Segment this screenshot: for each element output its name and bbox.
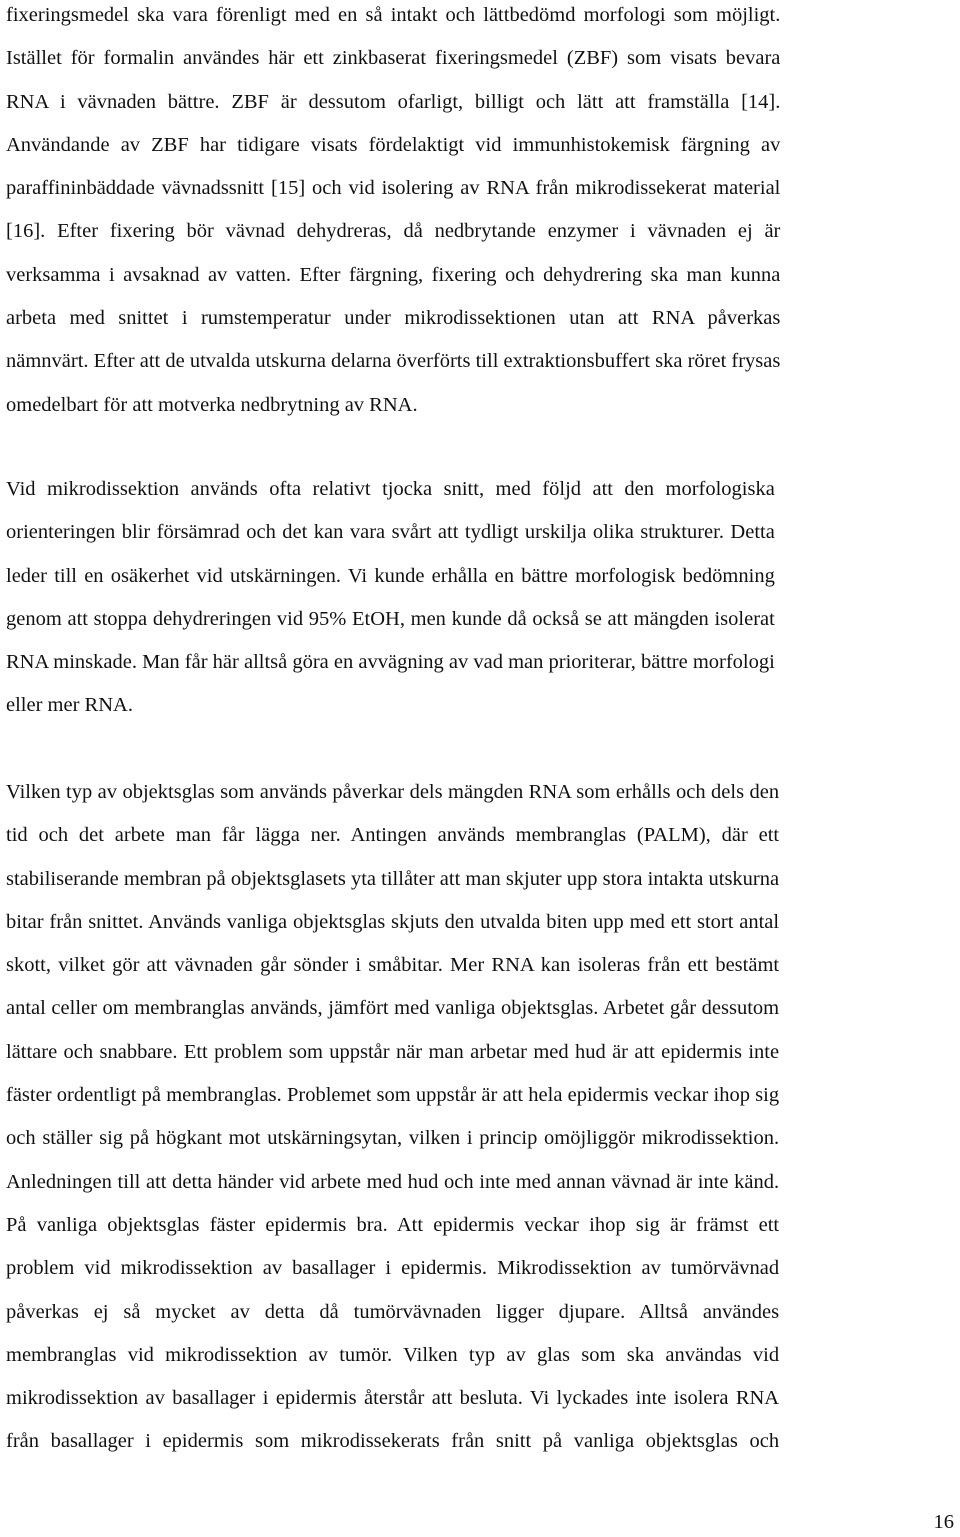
- text-line: Vid mikrodissektion används ofta relativt tjocka snitt, med följd att den morfologiska: [6, 478, 775, 500]
- paragraph-microdissection: [6, 468, 775, 728]
- text-line: antal celler om membranglas används, jämfört med vanliga objektsglas. Arbetet går dessutom: [6, 997, 780, 1020]
- text-line: lättare och snabbare. Ett problem som uppstår när man arbetar med hud är att epidermis inte: [6, 1040, 780, 1063]
- text-line: från basallager i epidermis som mikrodissekerats från snitt på vanliga objektsglas och: [6, 1430, 780, 1453]
- text-line: och ställer sig på högkant mot utskärningsytan, vilken i princip omöjliggör mikrodissektion.: [6, 1127, 780, 1150]
- text-line: [16]. Efter fixering bör vävnad dehydreras, då nedbrytande enzymer i vävnaden ej är: [6, 220, 781, 243]
- text-line: genom att stoppa dehydreringen vid 95% EtOH, men kunde då också se att mängden isolerat: [6, 607, 775, 630]
- text-line: Istället för formalin användes här ett zinkbaserat fixeringsmedel (ZBF) som visats bevara: [6, 47, 781, 70]
- paragraph-fixation: [6, 0, 780, 427]
- text-line: leder till en osäkerhet vid utskärningen. Vi kunde erhålla en bättre morfologisk bedömning: [6, 564, 775, 587]
- text-line: Anledningen till att detta händer vid arbete med hud och inte med annan vävnad är inte känd.: [6, 1170, 780, 1193]
- text-line: arbeta med snittet i rumstemperatur under mikrodissektionen utan att RNA påverkas: [6, 307, 781, 330]
- text-line: fäster ordentligt på membranglas. Problemet som uppstår är att hela epidermis veckar ihop sig: [6, 1084, 780, 1107]
- paragraph-slides: [6, 771, 779, 1464]
- text-line: mikrodissektion av basallager i epidermis återstår att besluta. Vi lyckades inte isolera RNA: [6, 1387, 780, 1410]
- text-line: eller mer RNA.: [6, 694, 133, 717]
- text-line: fixeringsmedel ska vara förenligt med en så intakt och lättbedömd morfologi som möjligt.: [6, 4, 781, 26]
- text-line: bitar från snittet. Används vanliga objektsglas skjuts den utvalda biten upp med ett stort antal: [6, 910, 780, 933]
- text-line: Vilken typ av objektsglas som används påverkar dels mängden RNA som erhålls och dels den: [6, 781, 780, 803]
- text-line: skott, vilket gör att vävnaden går sönder i småbitar. Mer RNA kan isoleras från ett bestämt: [6, 954, 780, 977]
- text-line: paraffininbäddade vävnadssnitt [15] och vid isolering av RNA från mikrodissekerat material: [6, 177, 781, 200]
- text-line: verksamma i avsaknad av vatten. Efter färgning, fixering och dehydrering ska man kunna: [6, 263, 781, 286]
- text-line: På vanliga objektsglas fäster epidermis bra. Att epidermis veckar ihop sig är främst ett: [6, 1213, 780, 1236]
- page-number: 16: [933, 1511, 954, 1533]
- text-line: tid och det arbete man får lägga ner. Antingen används membranglas (PALM), där ett: [6, 824, 780, 847]
- text-line: problem vid mikrodissektion av basallager i epidermis. Mikrodissektion av tumörvävnad: [6, 1257, 780, 1280]
- text-line: nämnvärt. Efter att de utvalda utskurna delarna överförts till extraktionsbuffert ska röret frysas: [6, 350, 781, 373]
- text-line: stabiliserande membran på objektsglasets yta tillåter att man skjuter upp stora intakta utskurna: [6, 867, 780, 890]
- text-line: orienteringen blir försämrad och det kan vara svårt att tydligt urskilja olika strukturer. Detta: [6, 521, 775, 544]
- text-line: membranglas vid mikrodissektion av tumör. Vilken typ av glas som ska användas vid: [6, 1343, 780, 1366]
- text-line: RNA minskade. Man får här alltså göra en avvägning av vad man prioriterar, bättre morfologi: [6, 651, 775, 674]
- text-line: påverkas ej så mycket av detta då tumörvävnaden ligger djupare. Alltså användes: [6, 1300, 780, 1323]
- text-line: omedelbart för att motverka nedbrytning av RNA.: [6, 393, 418, 416]
- text-line: RNA i vävnaden bättre. ZBF är dessutom ofarligt, billigt och lätt att framställa [14].: [6, 90, 781, 113]
- text-line: Användande av ZBF har tidigare visats fördelaktigt vid immunhistokemisk färgning av: [6, 133, 781, 156]
